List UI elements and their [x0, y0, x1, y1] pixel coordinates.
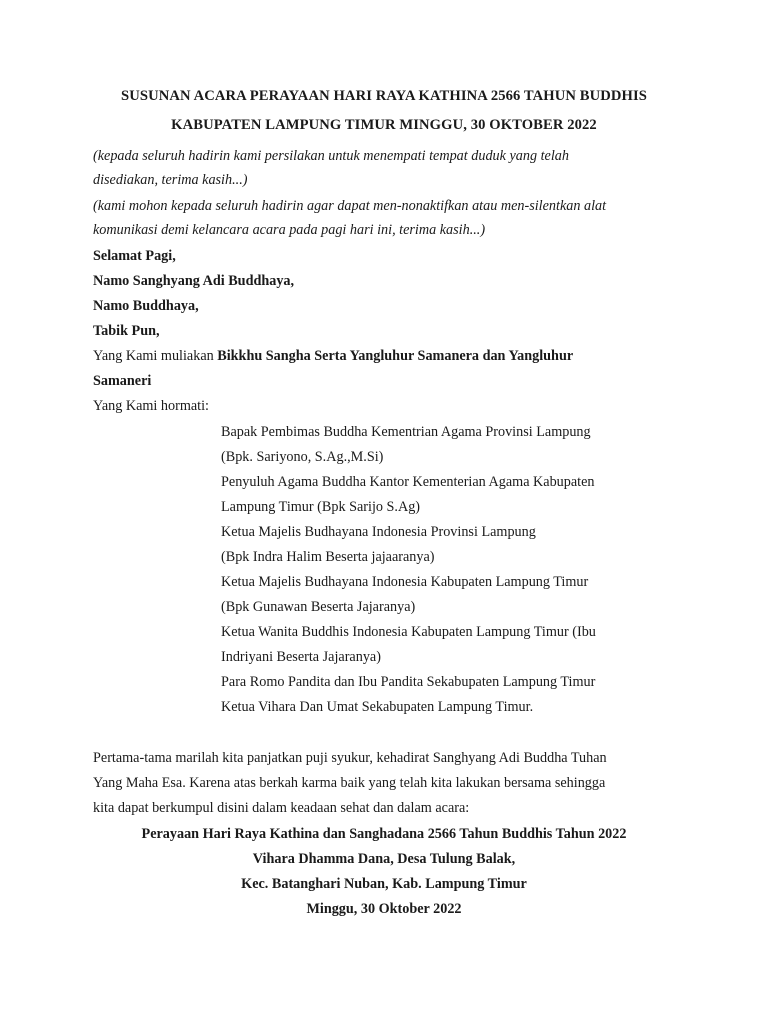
- greeting-namo-sanghyang: Namo Sanghyang Adi Buddhaya,: [93, 273, 295, 289]
- opening-line-2: Yang Maha Esa. Karena atas berkah karma baik yang telah kita lakukan bersama sehingga: [93, 775, 606, 791]
- guest-line: Penyuluh Agama Buddha Kantor Kementerian Agama Kabupaten: [221, 474, 595, 490]
- seating-note-line-1: (kepada seluruh hadirin kami persilakan untuk menempati tempat duduk yang telah: [93, 148, 569, 164]
- guest-line: (Bpk. Sariyono, S.Ag.,M.Si): [221, 449, 384, 465]
- guest-line: Para Romo Pandita dan Ibu Pandita Sekabupaten Lampung Timur: [221, 674, 596, 690]
- guest-line: Ketua Vihara Dan Umat Sekabupaten Lampung Timur.: [221, 699, 534, 715]
- event-venue: Vihara Dhamma Dana, Desa Tulung Balak,: [252, 851, 516, 867]
- opening-line-3: kita dapat berkumpul disini dalam keadaan sehat dan dalam acara:: [93, 800, 470, 816]
- guest-line: Lampung Timur (Bpk Sarijo S.Ag): [221, 499, 421, 515]
- honored-heading: Yang Kami hormati:: [93, 398, 209, 414]
- respected-line-2: Samaneri: [93, 373, 152, 389]
- guest-line: Ketua Majelis Budhayana Indonesia Provinsi Lampung: [221, 524, 536, 540]
- greeting-namo-buddhaya: Namo Buddhaya,: [93, 298, 199, 314]
- doc-title-line-2: KABUPATEN LAMPUNG TIMUR MINGGU, 30 OKTOBER 2022: [171, 117, 597, 133]
- guest-line: Indriyani Beserta Jajaranya): [221, 649, 381, 665]
- opening-line-1: Pertama-tama marilah kita panjatkan puji syukur, kehadirat Sanghyang Adi Buddha Tuhan: [93, 750, 607, 766]
- silence-note-line-1: (kami mohon kepada seluruh hadirin agar dapat men-nonaktifkan atau men-silentkan alat: [93, 198, 607, 214]
- respected-sangha: Bikkhu Sangha Serta Yangluhur Samanera dan Yangluhur: [217, 348, 574, 364]
- event-district: Kec. Batanghari Nuban, Kab. Lampung Timur: [241, 876, 527, 892]
- guest-line: Ketua Wanita Buddhis Indonesia Kabupaten Lampung Timur (Ibu: [221, 624, 596, 640]
- respected-line-1: [93, 346, 573, 366]
- silence-note-line-2: komunikasi demi kelancara acara pada pagi hari ini, terima kasih...): [93, 222, 486, 238]
- seating-note-line-2: disediakan, terima kasih...): [93, 172, 248, 188]
- greeting-selamat-pagi: Selamat Pagi,: [93, 248, 176, 264]
- guest-line: (Bpk Gunawan Beserta Jajaranya): [221, 599, 416, 615]
- event-title: Perayaan Hari Raya Kathina dan Sanghadana 2566 Tahun Buddhis Tahun 2022: [141, 826, 627, 842]
- guest-line: Bapak Pembimas Buddha Kementrian Agama Provinsi Lampung: [221, 424, 591, 440]
- respected-prefix: Yang Kami muliakan: [93, 348, 218, 364]
- greeting-tabik-pun: Tabik Pun,: [93, 323, 160, 339]
- event-date: Minggu, 30 Oktober 2022: [306, 901, 462, 917]
- guest-line: Ketua Majelis Budhayana Indonesia Kabupaten Lampung Timur: [221, 574, 589, 590]
- doc-title-line-1: SUSUNAN ACARA PERAYAAN HARI RAYA KATHINA 2566 TAHUN BUDDHIS: [121, 88, 647, 104]
- guest-line: (Bpk Indra Halim Beserta jajaaranya): [221, 549, 435, 565]
